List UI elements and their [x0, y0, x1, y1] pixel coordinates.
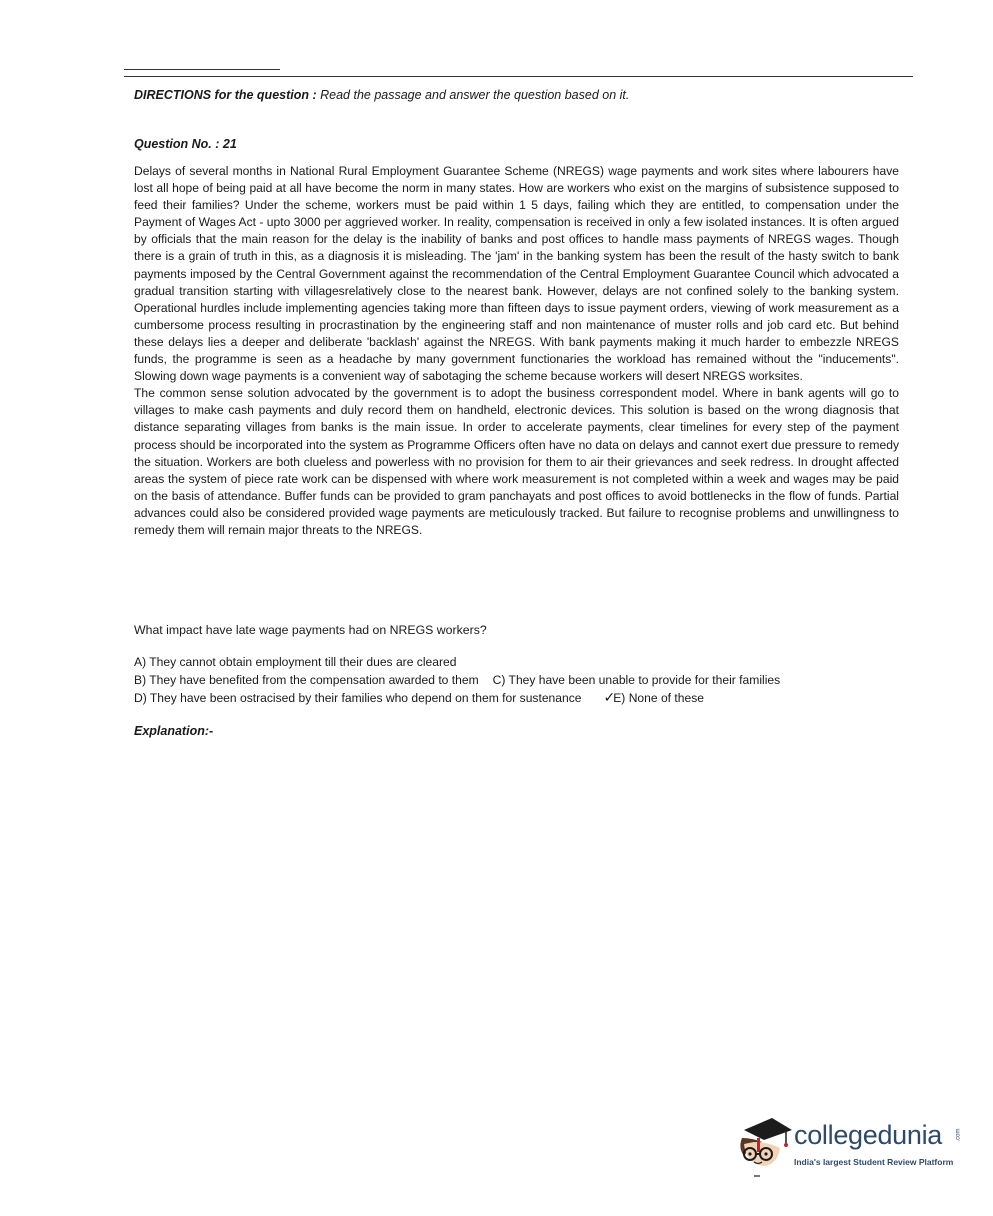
answer-options: [134, 654, 904, 708]
option-d: D) They have been ostracised by their families who depend on them for sustenance: [134, 691, 582, 706]
student-mascot-icon: [734, 1108, 794, 1186]
directions-line: [134, 88, 904, 102]
logo-wordmark: collegedunia: [794, 1120, 943, 1150]
option-c: C) They have been unable to provide for their families: [492, 672, 781, 687]
logo-tagline: India's largest Student Review Platform: [794, 1157, 954, 1167]
option-row-3: [134, 689, 904, 708]
option-row-2: [134, 672, 904, 690]
logo-dotcom: .com: [955, 1128, 962, 1142]
passage: [134, 163, 899, 539]
question-number: Question No. : 21: [134, 137, 237, 151]
option-b: B) They have benefited from the compensation awarded to them: [134, 672, 479, 687]
header-rule-long: [124, 76, 913, 77]
option-a: A) They cannot obtain employment till their dues are cleared: [134, 655, 457, 669]
option-row-1: [134, 654, 904, 672]
directions-text: Read the passage and answer the question based on it.: [316, 88, 630, 102]
directions-label: DIRECTIONS for the question :: [134, 88, 317, 102]
question-text: What impact have late wage payments had on NREGS workers?: [134, 623, 487, 637]
passage-paragraph-1: Delays of several months in National Rural Employment Guarantee Scheme (NREGS) wage payments and work sites where labourers have lost all hope of being paid at all have become the norm in many states. How are workers who exist on the margins of subsistence supposed to feed their families? Under the scheme, workers must be paid within 1 5 days, failing which they are entitled, to compensation under the Payment of Wages Act - upto 3000 per aggrieved worker. In reality, compensation is received in only a few isolated instances. It is often argued by officials that the main reason for the delay is the inability of banks and post offices to handle mass payments of NREGS wages. Though there is a grain of truth in this, as a diagnosis it is misleading. The 'jam' in the banking system has been the result of the hasty switch to bank payments imposed by the Central Government against the recommendation of the Central Employment Guarantee Council which advocated a gradual transition starting with villagesrelatively close to the nearest bank. However, delays are not confined solely to the banking system. Operational hurdles include implementing agencies taking more than fifteen days to issue payment orders, viewing of work measurement as a cumbersome process resulting in procrastination by the engineering staff and non maintenance of muster rolls and job card etc. But behind these delays lies a deeper and deliberate 'backlash' against the NREGS. With bank payments making it much harder to embezzle NREGS funds, the programme is seen as a headache by many government functionaries the workload has remained without the "inducements". Slowing down wage payments is a convenient way of sabotaging the scheme because workers will desert NREGS worksites.: [134, 164, 899, 384]
passage-paragraph-2: The common sense solution advocated by the government is to adopt the business correspondent model. Where in bank agents will go to villages to make cash payments and duly record them on handheld, electronic devices. This solution is based on the wrong diagnosis that distance separating villages from banks is the main issue. In order to accelerate payments, clear timelines for every step of the payment process should be incorporated into the system as Programme Officers often have no data on delays and cannot exert due pressure to remedy the situation. Workers are both clueless and powerless with no provision for them to air their grievances and seek redress. In drought affected areas the system of piece rate work can be dispensed with where work measurement is not completed within a week and wages may be paid on the basis of attendance. Buffer funds can be provided to gram panchayats and post offices to avoid bottlenecks in the flow of funds. Partial advances could also be considered provided wage payments are meticulously tracked. But failure to recognise problems and unwillingness to remedy them will remain major threats to the NREGS.: [134, 386, 899, 537]
correct-check-icon: ✓: [603, 689, 616, 706]
explanation-label: Explanation:-: [134, 724, 214, 738]
header-rule-short: [124, 69, 280, 70]
collegedunia-logo: [734, 1108, 964, 1186]
option-e: E) None of these: [613, 691, 704, 706]
